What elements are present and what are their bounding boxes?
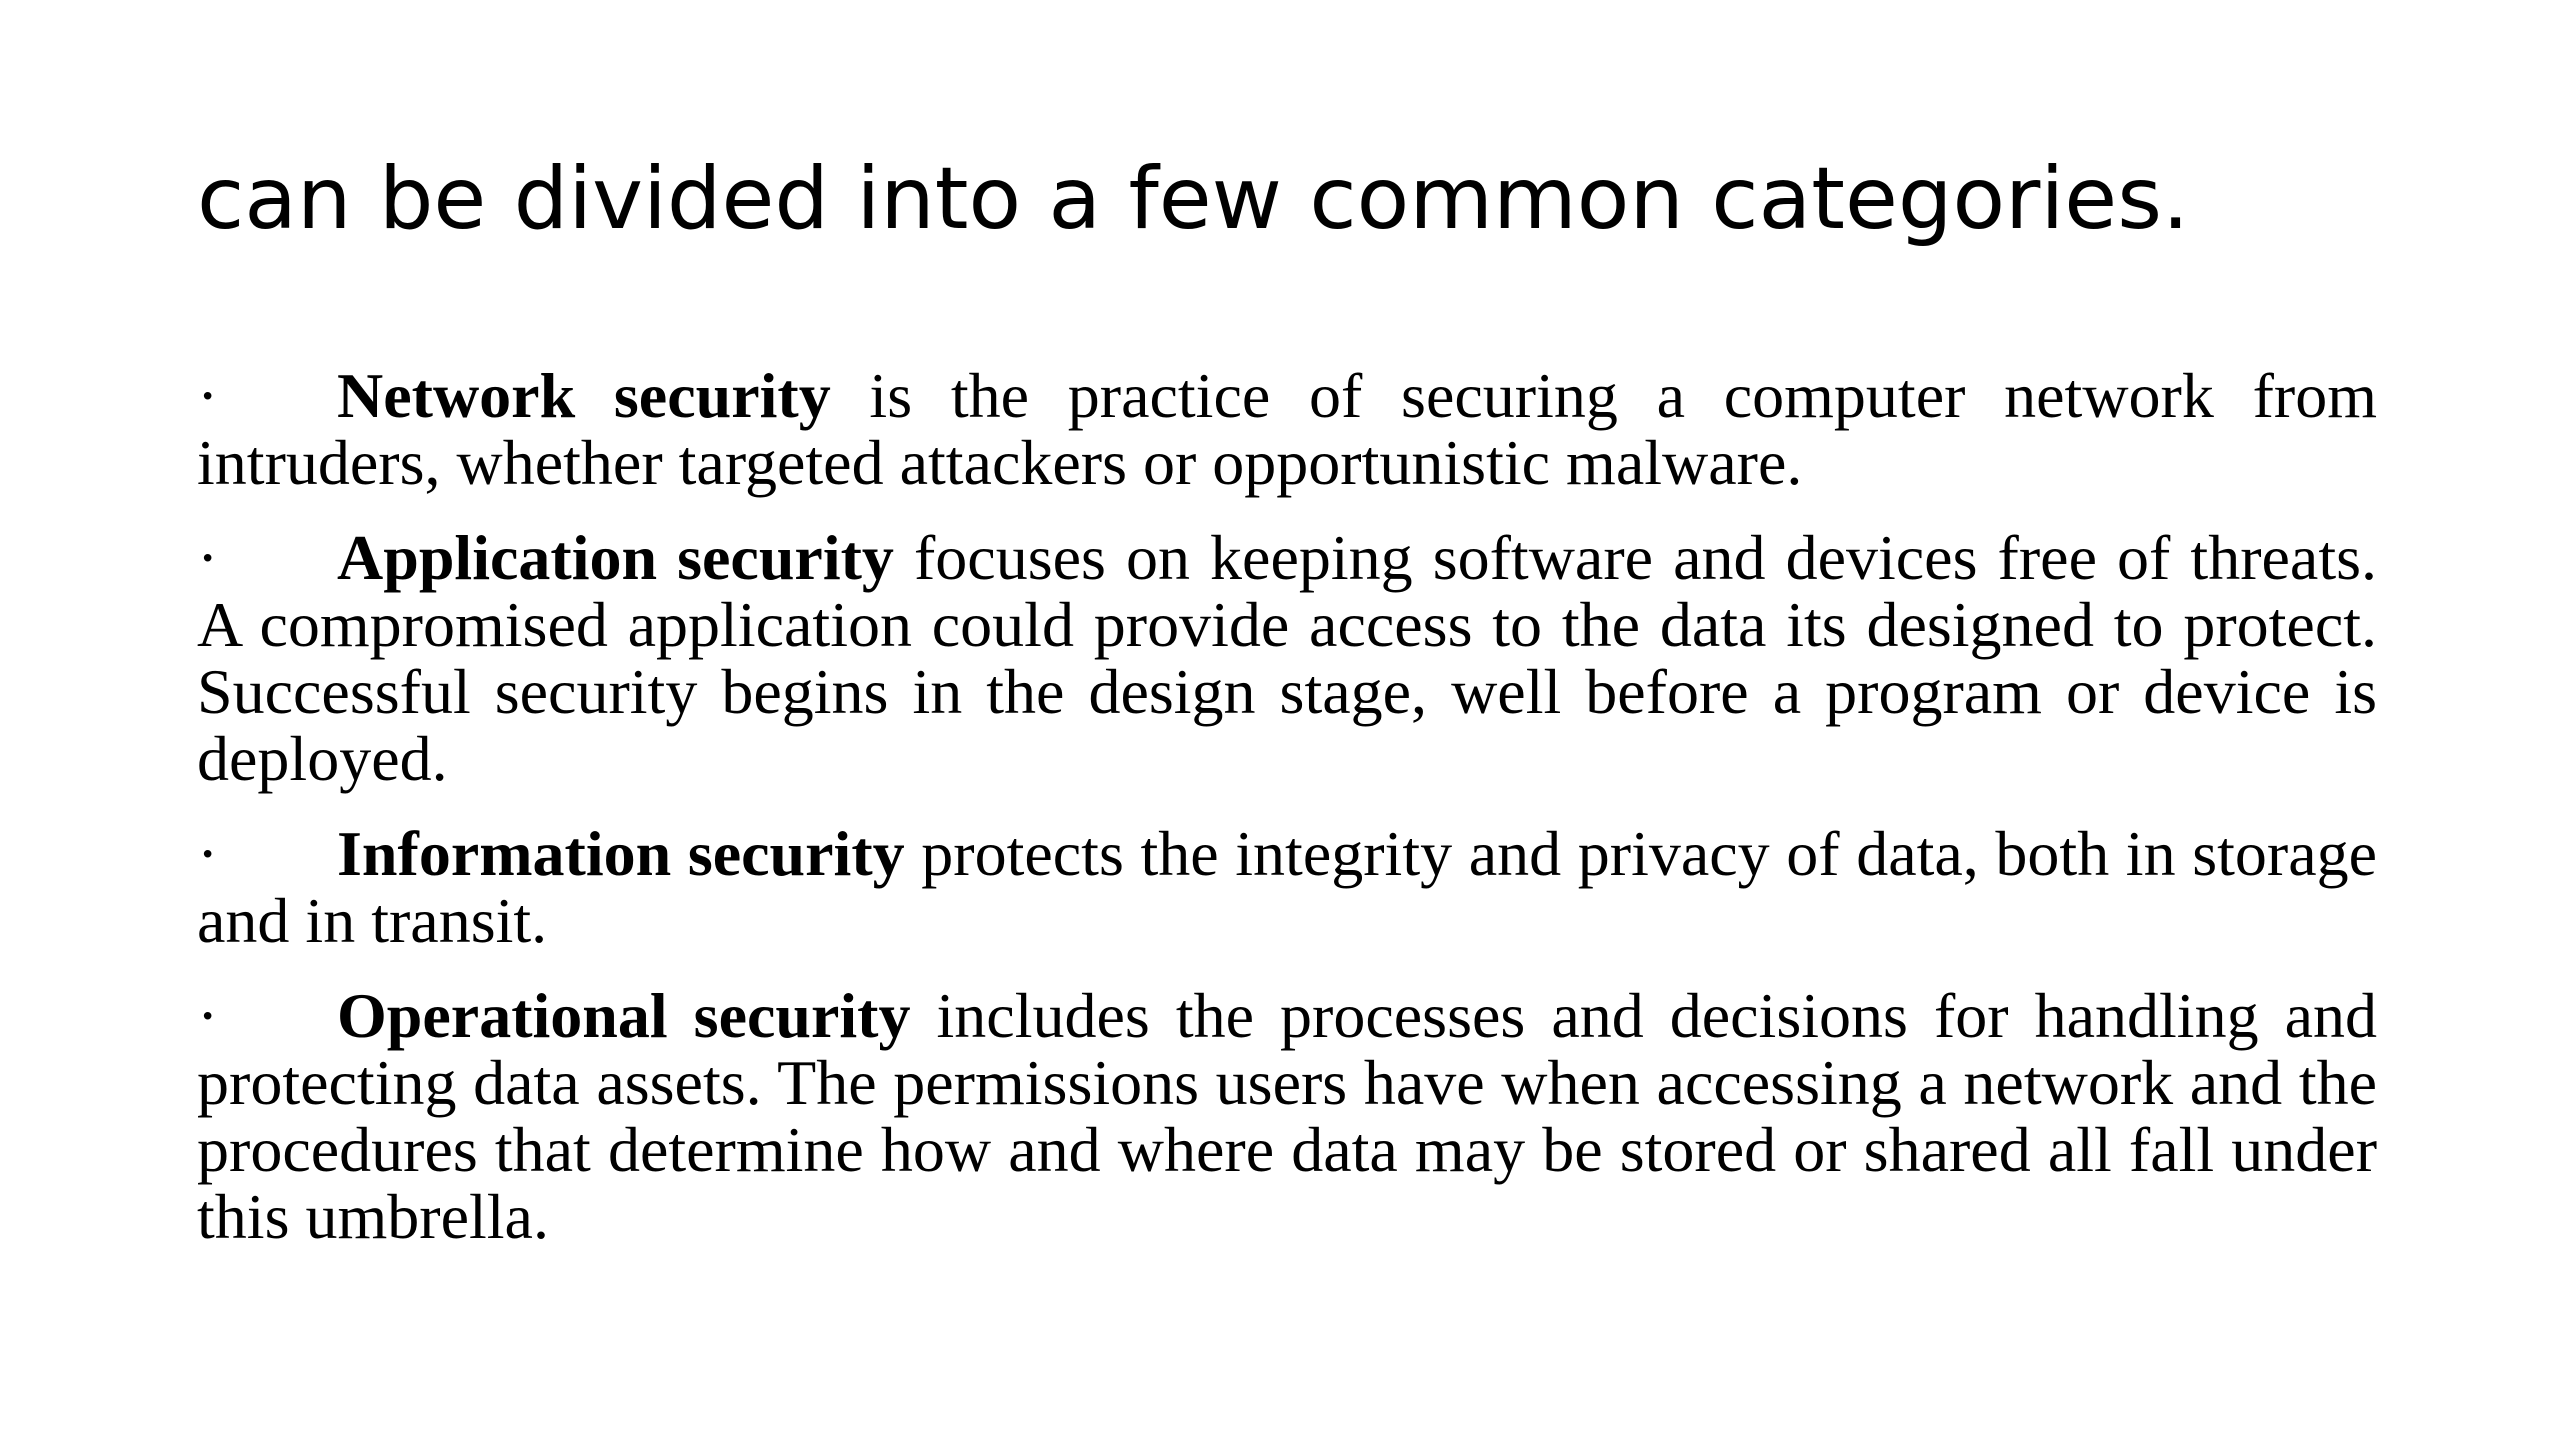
slide-title: can be divided into a few common categories. [197, 149, 2190, 249]
bullet-item-information-security [197, 820, 2377, 954]
bullet-marker: · [197, 980, 219, 1051]
bullet-term: Network security [337, 360, 831, 431]
bullet-text: protects the integrity and privacy of data, both in storage and in transit. [197, 818, 2378, 956]
bullet-text: is the practice of securing a computer network from intruders, whether targeted attackers or opportunistic malware. [197, 360, 2378, 498]
bullet-text: focuses on keeping software and devices free of threats. A compromised application could provide access to the data its designed to protect. Successful security begins in the design stage, well before a program or device is deployed. [197, 522, 2378, 794]
bullet-marker: · [197, 818, 219, 889]
slide-body [197, 362, 2377, 1278]
bullet-term: Application security [337, 522, 894, 593]
bullet-marker: · [197, 360, 219, 431]
bullet-item-network-security [197, 362, 2377, 496]
bullet-item-application-security [197, 524, 2377, 792]
bullet-term: Operational security [337, 980, 911, 1051]
bullet-marker: · [197, 522, 219, 593]
bullet-item-operational-security [197, 982, 2377, 1250]
bullet-term: Information security [337, 818, 905, 889]
bullet-text: includes the processes and decisions for handling and protecting data assets. The permissions users have when accessing a network and the procedures that determine how and where data may be stored or shared all fall under this umbrella. [197, 980, 2378, 1252]
